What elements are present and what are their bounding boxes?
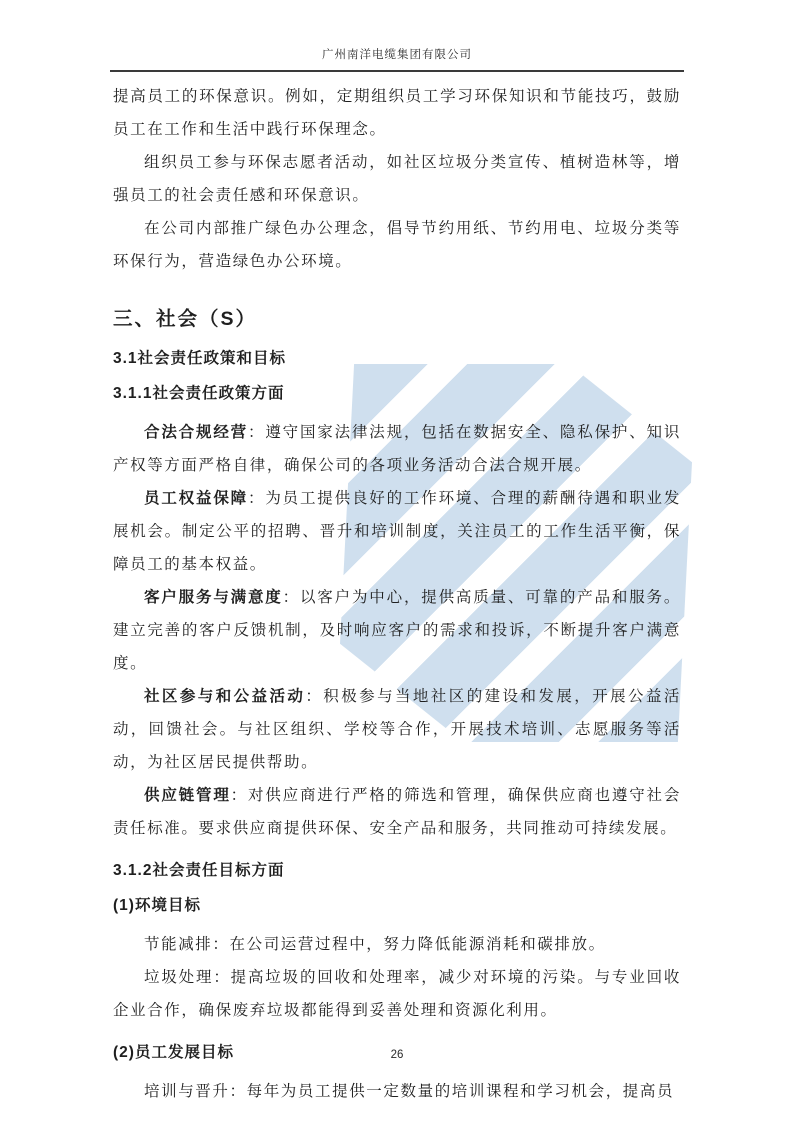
heading-3-1: 3.1社会责任政策和目标 xyxy=(113,350,287,367)
policy-lead: 客户服务与满意度 xyxy=(144,589,283,606)
page-number: 26 xyxy=(390,1049,404,1061)
page-header-company-name: 广州南洋电缆集团有限公司 xyxy=(322,49,472,61)
policy-text: ：为员工提供良好的工作环境、合理的薪酬待遇和职业发展机会。制定公平的招聘、晋升和培训制度，关注员工的工作生活平衡，保障员工的基本权益。 xyxy=(113,490,681,573)
paragraph: 组织员工参与环保志愿者活动，如社区垃圾分类宣传、植树造林等，增强员工的社会责任感和环保意识。 xyxy=(113,154,681,204)
heading-3-1-1: 3.1.1社会责任政策方面 xyxy=(113,385,285,402)
policy-text: ：积极参与当地社区的建设和发展，开展公益活动，回馈社会。与社区组织、学校等合作，开展技术培训、志愿服务等活动，为社区居民提供帮助。 xyxy=(113,688,682,771)
paragraph-energy-saving: 节能减排：在公司运营过程中，努力降低能源消耗和碳排放。 xyxy=(144,936,606,953)
paragraph-waste-handling: 垃圾处理：提高垃圾的回收和处理率，减少对环境的污染。与专业回收企业合作，确保废弃垃圾都能得到妥善处理和资源化利用。 xyxy=(113,969,681,1019)
policy-lead: 社区参与和公益活动 xyxy=(144,688,306,705)
policy-paragraph-community xyxy=(113,680,681,779)
policy-paragraph-compliance xyxy=(113,416,681,482)
policy-paragraph-employee-rights xyxy=(113,482,681,581)
policy-paragraph-customer-service xyxy=(113,581,681,680)
paragraph-training-promotion: 培训与晋升：每年为员工提供一定数量的培训课程和学习机会，提高员 xyxy=(144,1083,675,1100)
policy-lead: 合法合规经营 xyxy=(144,424,248,441)
policy-text: ：以客户为中心，提供高质量、可靠的产品和服务。建立完善的客户反馈机制，及时响应客户的需求和投诉，不断提升客户满意度。 xyxy=(113,589,681,672)
section-heading-society: 三、社会（S） xyxy=(113,308,258,330)
heading-employee-goals: (2)员工发展目标 xyxy=(113,1044,234,1061)
policy-lead: 员工权益保障 xyxy=(144,490,248,507)
policy-text: ：对供应商进行严格的筛选和管理，确保供应商也遵守社会责任标准。要求供应商提供环保、安全产品和服务，共同推动可持续发展。 xyxy=(113,787,681,837)
policy-lead: 供应链管理 xyxy=(144,787,231,804)
policy-text: ：遵守国家法律法规，包括在数据安全、隐私保护、知识产权等方面严格自律，确保公司的各项业务活动合法合规开展。 xyxy=(113,424,681,474)
heading-3-1-2: 3.1.2社会责任目标方面 xyxy=(113,862,285,879)
paragraph-continuation: 提高员工的环保意识。例如，定期组织员工学习环保知识和节能技巧，鼓励员工在工作和生活中践行环保理念。 xyxy=(113,88,681,138)
policy-paragraph-supply-chain xyxy=(113,779,681,845)
header-divider xyxy=(110,70,684,72)
heading-env-goals: (1)环境目标 xyxy=(113,897,201,914)
document-body xyxy=(113,80,681,1108)
paragraph: 在公司内部推广绿色办公理念，倡导节约用纸、节约用电、垃圾分类等环保行为，营造绿色办公环境。 xyxy=(113,220,681,270)
